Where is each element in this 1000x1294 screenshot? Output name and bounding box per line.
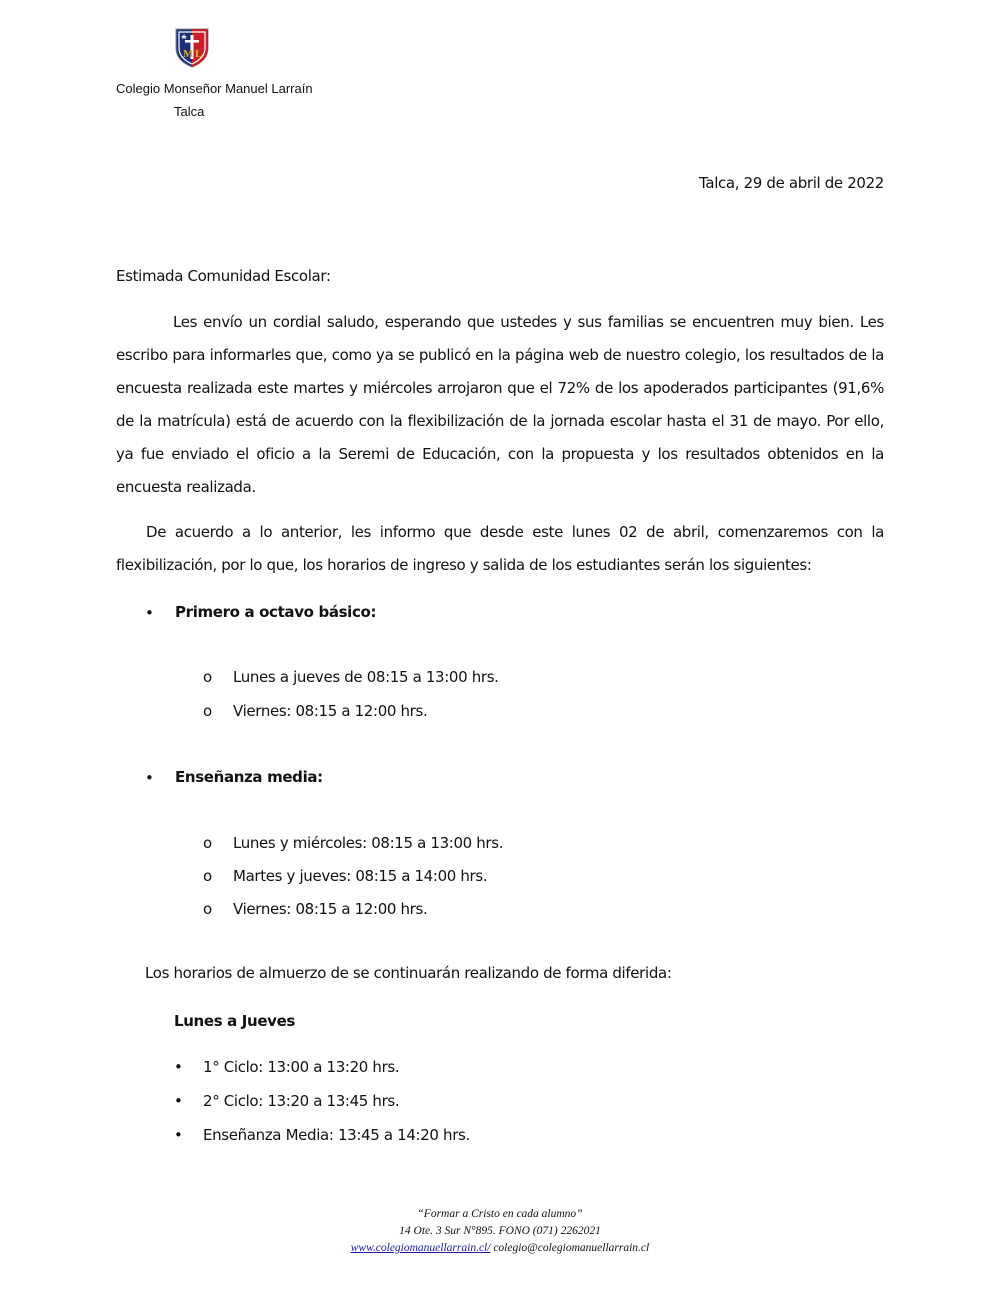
circle-bullet-icon: o — [203, 834, 212, 852]
paragraph-schedule-intro: De acuerdo a lo anterior, les informo que desde este lunes 02 de abril, comenzaremos con la flexibilización, por lo que, los horarios de ingreso y salida de los estudiantes serán los siguientes: — [116, 523, 884, 574]
lunch-text: Enseñanza Media: 13:45 a 14:20 hrs. — [203, 1126, 470, 1144]
footer-address: 14 Ote. 3 Sur N°895. FONO (071) 2262021 — [399, 1225, 601, 1237]
bullet-icon: • — [145, 769, 154, 787]
schedule-text: Viernes: 08:15 a 12:00 hrs. — [233, 900, 428, 918]
group-title: Enseñanza media: — [175, 768, 323, 786]
circle-bullet-icon: o — [203, 668, 212, 686]
svg-text:M: M — [183, 48, 194, 60]
circle-bullet-icon: o — [203, 702, 212, 720]
school-crest-icon — [174, 26, 210, 68]
lunch-heading: Lunes a Jueves — [174, 1012, 295, 1030]
website-link[interactable]: www.colegiomanuellarrain.cl/ — [350, 1242, 491, 1254]
bullet-icon: • — [174, 1092, 183, 1110]
schedule-text: Viernes: 08:15 a 12:00 hrs. — [233, 702, 428, 720]
bullet-icon: • — [174, 1126, 183, 1144]
page-footer — [300, 1206, 700, 1257]
letter-date: Talca, 29 de abril de 2022 — [699, 174, 884, 192]
bullet-icon: • — [174, 1058, 183, 1076]
lunch-text: 1° Ciclo: 13:00 a 13:20 hrs. — [203, 1058, 400, 1076]
letter-greeting: Estimada Comunidad Escolar: — [116, 267, 331, 285]
paragraph-intro: Les envío un cordial saludo, esperando que ustedes y sus familias se encuentren muy bien. Les escribo para informarles que, como ya se publicó en la página web de nuestro colegio, los resultados de la encuesta realizada este martes y miércoles arrojaron que el 72% de los apoderados participantes (91,6% de la matrícula) está de acuerdo con la flexibilización de la jornada escolar hasta el 31 de mayo. Por ello, ya fue enviado el oficio a la Seremi de Educación, con la propuesta y los resultados obtenidos en la encuesta realizada. — [116, 313, 884, 496]
lunch-text: 2° Ciclo: 13:20 a 13:45 hrs. — [203, 1092, 400, 1110]
lunch-intro: Los horarios de almuerzo de se continuarán realizando de forma diferida: — [145, 964, 672, 982]
group-title: Primero a octavo básico: — [175, 603, 377, 621]
circle-bullet-icon: o — [203, 867, 212, 885]
svg-text:L: L — [195, 48, 203, 60]
schedule-text: Lunes a jueves de 08:15 a 13:00 hrs. — [233, 668, 499, 686]
footer-motto: “Formar a Cristo en cada alumno” — [417, 1208, 583, 1220]
circle-bullet-icon: o — [203, 900, 212, 918]
school-name: Colegio Monseñor Manuel Larraín — [116, 81, 313, 96]
schedule-text: Lunes y miércoles: 08:15 a 13:00 hrs. — [233, 834, 504, 852]
bullet-icon: • — [145, 604, 154, 622]
footer-email: colegio@colegiomanuellarrain.cl — [490, 1242, 650, 1254]
footer-contact — [300, 1240, 700, 1257]
school-city: Talca — [174, 104, 205, 119]
schedule-text: Martes y jueves: 08:15 a 14:00 hrs. — [233, 867, 488, 885]
